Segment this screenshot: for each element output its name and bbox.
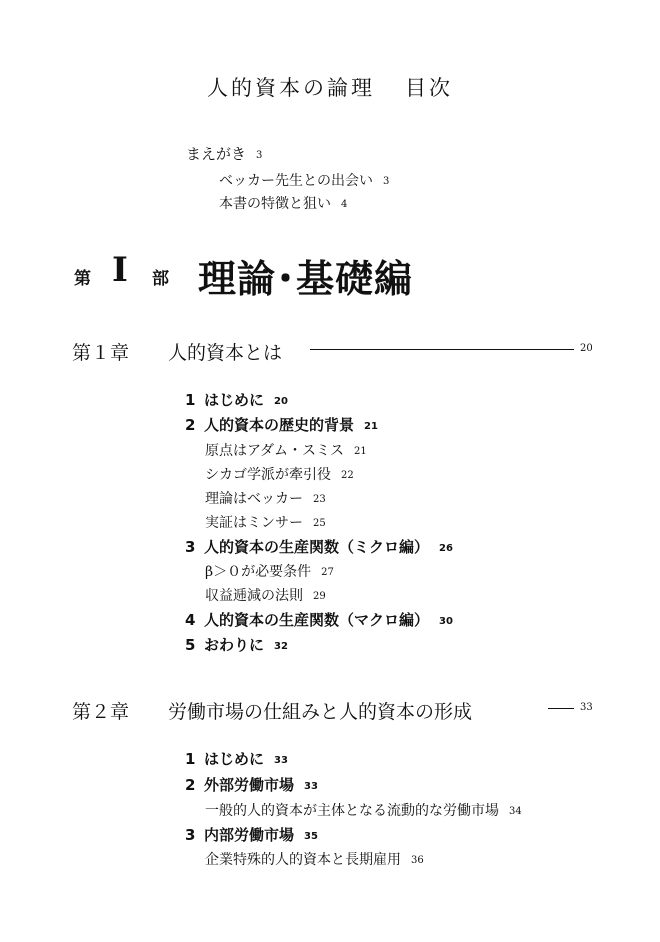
toc-entry-chapter-2[interactable] xyxy=(72,697,472,724)
leader-line xyxy=(548,708,574,709)
part-title: 理論･基礎編 xyxy=(198,257,414,301)
entry-label: 理論はベッカー xyxy=(205,491,303,507)
entry-page: 32 xyxy=(274,641,288,652)
toc-entry-subsection[interactable] xyxy=(205,849,424,869)
entry-page: 35 xyxy=(304,831,318,842)
entry-page: 34 xyxy=(509,806,522,817)
entry-page: 36 xyxy=(411,855,424,866)
entry-label: おわりに xyxy=(204,636,265,654)
toc-entry-subsection[interactable] xyxy=(205,488,326,508)
entry-page: 26 xyxy=(439,543,453,554)
toc-entry-subsection[interactable] xyxy=(205,561,334,581)
entry-page: 33 xyxy=(304,781,318,792)
entry-page: 27 xyxy=(321,567,334,578)
entry-page: 33 xyxy=(274,755,288,766)
entry-label: はじめに xyxy=(204,750,265,768)
entry-label: 一般的人的資本が主体となる流動的な労働市場 xyxy=(205,803,499,819)
chapter-title: 労働市場の仕組みと人的資本の形成 xyxy=(168,701,473,723)
toc-entry-preface-item[interactable]: ベッカー先生との出会い 3 xyxy=(219,173,390,189)
chapter-page: 33 xyxy=(580,702,593,713)
entry-label: 外部労働市場 xyxy=(204,776,295,794)
section-number: 2 xyxy=(185,416,196,434)
section-number: 4 xyxy=(185,611,196,629)
entry-label: 原点はアダム・スミス xyxy=(205,443,345,459)
toc-entry-subsection[interactable] xyxy=(205,585,326,605)
toc-entry-section[interactable] xyxy=(185,609,453,630)
entry-label: 企業特殊的人的資本と長期雇用 xyxy=(205,852,401,868)
entry-label: 実証はミンサー xyxy=(205,515,303,531)
entry-label: 収益逓減の法則 xyxy=(205,588,303,604)
toc-entry-section[interactable] xyxy=(185,824,318,845)
toc-entry-chapter-1[interactable] xyxy=(72,338,282,365)
page-title xyxy=(0,72,660,102)
entry-page: 20 xyxy=(274,396,288,407)
section-number: 1 xyxy=(185,391,196,409)
toc-entry-preface-item[interactable]: 本書の特徴と狙い 4 xyxy=(219,196,348,212)
toc-entry-subsection[interactable] xyxy=(205,800,522,820)
section-number: 2 xyxy=(185,776,196,794)
toc-entry-subsection[interactable] xyxy=(205,464,354,484)
part-prefix: 第 xyxy=(74,269,91,289)
section-number: 5 xyxy=(185,636,196,654)
entry-page: 21 xyxy=(354,446,367,457)
toc-heading: 目次 xyxy=(405,76,453,100)
entry-page: 23 xyxy=(313,494,326,505)
entry-label: シカゴ学派が牽引役 xyxy=(205,467,331,483)
entry-page: 25 xyxy=(313,518,326,529)
toc-entry-subsection[interactable] xyxy=(205,512,326,532)
chapter-title: 人的資本とは xyxy=(168,342,283,364)
entry-label: 人的資本の生産関数（マクロ編） xyxy=(204,611,430,629)
chapter-number: 第２章 xyxy=(72,701,130,723)
chapter-number: 第１章 xyxy=(72,342,130,364)
entry-page: 22 xyxy=(341,470,354,481)
preface-page: 3 xyxy=(256,150,263,161)
entry-label: はじめに xyxy=(204,391,265,409)
toc-entry-section[interactable] xyxy=(185,389,288,410)
preface-label: まえがき xyxy=(186,145,247,163)
entry-label: β＞０が必要条件 xyxy=(205,564,312,580)
part-number: I xyxy=(112,250,128,290)
toc-entry-section[interactable] xyxy=(185,536,453,557)
chapter-page: 20 xyxy=(580,343,593,354)
part-suffix: 部 xyxy=(152,269,169,289)
entry-label: 人的資本の生産関数（ミクロ編） xyxy=(204,538,430,556)
toc-entry-subsection[interactable] xyxy=(205,440,367,460)
toc-entry-section[interactable] xyxy=(185,414,378,435)
book-title: 人的資本の論理 xyxy=(207,76,375,100)
entry-label: 人的資本の歴史的背景 xyxy=(204,416,355,434)
entry-page: 29 xyxy=(313,591,326,602)
leader-line xyxy=(310,349,574,350)
toc-entry-section[interactable] xyxy=(185,748,288,769)
entry-label: 内部労働市場 xyxy=(204,826,295,844)
entry-page: 30 xyxy=(439,616,453,627)
toc-entry-section[interactable] xyxy=(185,634,288,655)
section-number: 3 xyxy=(185,826,196,844)
toc-entry-section[interactable] xyxy=(185,774,318,795)
entry-page: 21 xyxy=(364,421,378,432)
section-number: 1 xyxy=(185,750,196,768)
section-number: 3 xyxy=(185,538,196,556)
toc-entry-preface[interactable] xyxy=(186,143,262,164)
